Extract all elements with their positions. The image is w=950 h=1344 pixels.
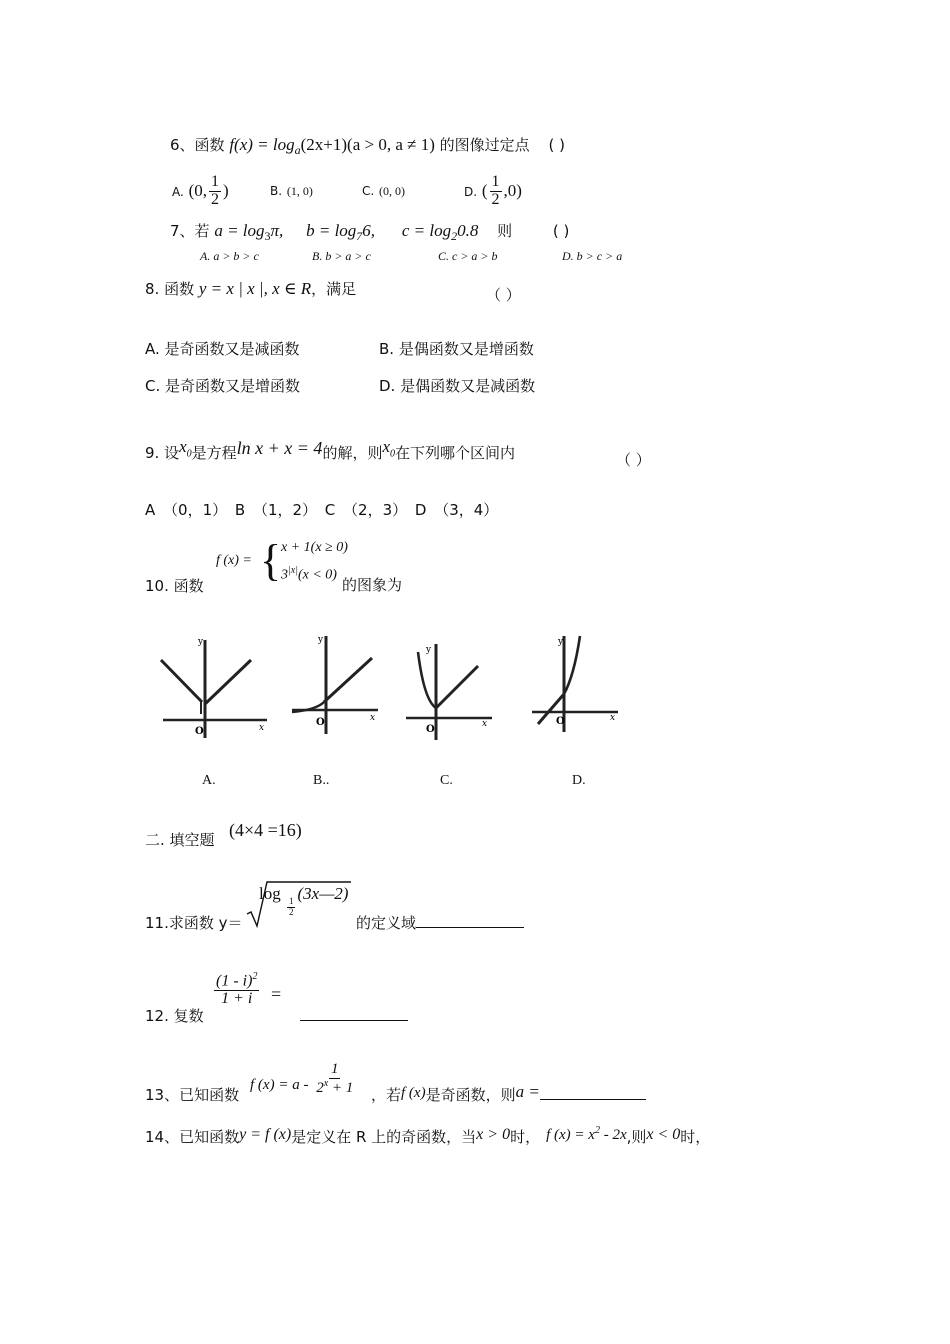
q12-answer-blank-wrap (300, 1006, 408, 1025)
q6-d-post: ,0) (503, 180, 522, 200)
q12-frac (214, 972, 259, 1008)
q14-mid3: ,则 (626, 1128, 647, 1146)
q11-arg: (3x—2) (297, 884, 349, 903)
q6-suffix: 的图像过定点 (439, 136, 530, 154)
q6-option-c (362, 181, 405, 199)
q9-line (145, 437, 516, 465)
graph-d-caption: D. (572, 773, 586, 788)
q11-prefix: 11.求函数 y＝ (145, 914, 243, 932)
q10-case2 (281, 565, 337, 584)
q6-c-label: C. (362, 184, 375, 198)
q10-suffix: 的图象为 (342, 576, 403, 594)
q9-paren: （ ） (616, 451, 651, 469)
q7-b-group (306, 221, 376, 243)
q6-d-num: 1 (491, 173, 500, 190)
q13-answer-blank[interactable] (540, 1085, 646, 1100)
q14-cond2: x < 0 (646, 1126, 681, 1143)
q7-option-b: B. b > a > c (312, 249, 371, 263)
q11-base-den: 2 (288, 906, 294, 917)
q9-x0-a-var: x (179, 437, 187, 456)
q12-den: 1 + i (221, 990, 253, 1008)
graph-b-x-label: x (370, 713, 376, 723)
q7-option-d: D. b > c > a (562, 249, 623, 263)
q10-number: 10. 函数 (145, 577, 204, 595)
q13-den (314, 1079, 355, 1097)
graph-d-origin-label: O (556, 716, 565, 727)
graph-b (286, 630, 386, 740)
q9-equation: ln x + x = 4 (236, 438, 323, 458)
q7-c-base: 2 (451, 229, 458, 243)
q9-mid2: 的解，则 (322, 444, 383, 462)
graph-d-x-label: x (610, 713, 616, 723)
q11-log: log (259, 884, 281, 903)
q10-case2-rest: (x < 0) (297, 567, 337, 583)
q6-c-value: (0, 0) (378, 184, 405, 198)
graph-c-left-curve (418, 652, 436, 708)
graph-d (528, 632, 624, 736)
q12-fraction (212, 972, 261, 1008)
q12-prefix: 12. 复数 (145, 1007, 204, 1025)
q8-number: 8. 函数 (145, 280, 195, 298)
q11-base-frac (287, 897, 296, 917)
q7-c-arg: 0.8 (457, 221, 479, 240)
q6-expr2: (2x+1)(a > 0, a ≠ 1) (300, 135, 435, 154)
graph-a-x-label: x (259, 723, 265, 733)
graph-d-right-curve (564, 636, 580, 694)
q14-fx-base: f (x) = x (546, 1127, 595, 1143)
q6-d-den: 2 (491, 190, 500, 208)
q7-c-group (401, 221, 479, 243)
q6-d-frac (490, 174, 502, 209)
q6-a-frac (209, 174, 221, 209)
q8-paren: （ ） (486, 286, 521, 304)
q11-expression (259, 884, 349, 917)
graph-b-y-label: y (318, 635, 324, 645)
q12-answer-blank[interactable] (300, 1006, 408, 1021)
q13-a-eq: a = (515, 1082, 540, 1101)
graph-a-left-branch (161, 660, 202, 702)
q9-x0-b-var: x (382, 437, 390, 456)
q7-line (170, 220, 569, 244)
q6-d-pre: ( (481, 180, 488, 200)
q6-base: a (294, 143, 301, 157)
q8-option-c: C. 是奇函数又是增函数 (145, 377, 301, 395)
q6-a-post: ) (223, 180, 229, 200)
q6-line (170, 134, 565, 158)
q14-prefix: 14、已知函数 (145, 1128, 240, 1146)
q14-fx-rest: - 2x (599, 1127, 627, 1143)
q7-option-c: C. c > a > b (438, 249, 498, 263)
q13-prefix: 13、已知函数 (145, 1086, 240, 1104)
q6-option-a (172, 174, 229, 209)
q7-a-arg: π, (270, 221, 284, 240)
graph-a-y-label: y (198, 637, 204, 647)
q12-num-exp: 2 (252, 971, 258, 982)
q7-c-expr: c = log (401, 221, 452, 240)
section2-title: 二. 填空题 (145, 831, 215, 849)
q11-suffix-text: 的定义域 (356, 914, 417, 932)
q14-mid2: 时， (510, 1128, 541, 1146)
section2-score: (4×4 =16) (229, 820, 302, 840)
q13-mid2: 是奇函数，则 (425, 1086, 516, 1104)
q9-x0-a (179, 437, 192, 460)
q9-x0-b-sub: 0 (390, 448, 395, 460)
q13-den-base: 2 (316, 1079, 324, 1096)
q13-fx2: f (x) (401, 1085, 426, 1101)
graph-c-x-label: x (482, 719, 488, 729)
q12-num (214, 972, 259, 991)
graph-a-origin-label: O (195, 726, 204, 737)
q14-mid: 是定义在 R 上的奇函数，当 (291, 1128, 477, 1146)
q6-option-d (464, 174, 522, 209)
q10-brace: { (260, 536, 282, 585)
q7-b-arg: 6, (362, 221, 376, 240)
q7-b-base: 7 (356, 229, 363, 243)
q14-fx (546, 1127, 627, 1143)
q7-a-base: 3 (264, 229, 271, 243)
q6-b-value: (1, 0) (286, 184, 313, 198)
q13-fx: f (x) = a - (250, 1076, 309, 1093)
graph-c-y-label: y (426, 645, 432, 655)
q13-rest (371, 1084, 646, 1105)
q14-end: 时， (680, 1128, 711, 1146)
graph-c-right-line (436, 666, 478, 708)
graph-c-caption: C. (440, 773, 453, 788)
q9-suffix: 在下列哪个区间内 (395, 444, 516, 462)
q11-suffix (356, 912, 524, 933)
q14-yfx: y = f (x) (239, 1126, 292, 1143)
q6-b-label: B. (270, 184, 283, 198)
q6-a-den: 2 (211, 190, 220, 208)
q6-d-label: D. (464, 184, 478, 199)
q13-num: 1 (330, 1061, 339, 1077)
q10-case2-base: 3 (281, 567, 288, 583)
q14-line (145, 1126, 710, 1147)
q13-den-exp: x (323, 1077, 329, 1089)
q10-case1: x + 1(x ≥ 0) (281, 540, 348, 555)
q6-a-pre: (0, (188, 180, 208, 200)
graph-a (155, 632, 275, 744)
graph-c-origin-label: O (426, 724, 435, 735)
q7-a-expr: a = log (214, 221, 265, 240)
q14-cond1: x > 0 (476, 1126, 511, 1143)
q7-then: 则 (497, 222, 513, 240)
q13-mid: ，若 (371, 1086, 402, 1104)
graph-a-right-branch (205, 660, 251, 704)
graph-d-y-label: y (558, 637, 564, 647)
q12-equals: = (271, 984, 282, 1004)
graph-b-right-line (324, 658, 372, 702)
graph-b-origin-label: O (316, 717, 325, 728)
q7-number: 7、若 (170, 222, 210, 240)
q9-options: A （0，1） B （1，2） C （2，3） D （3，4） (145, 501, 499, 519)
q9-x0-a-sub: 0 (186, 448, 192, 460)
q14-fx-exp: 2 (594, 1125, 600, 1136)
q9-mid: 是方程 (191, 444, 237, 462)
q9-number: 9. 设 (145, 444, 180, 462)
q6-a-label: A. (172, 184, 184, 199)
q10-fx: f (x) = (216, 553, 252, 568)
q13-den-rest: + 1 (328, 1079, 354, 1096)
q6-paren: ( ) (548, 136, 565, 154)
q7-b-expr: b = log (306, 221, 357, 240)
q6-a-num: 1 (211, 173, 220, 190)
q6-number: 6、函数 (170, 136, 225, 154)
q7-option-a: A. a > b > c (200, 249, 259, 263)
graph-c (402, 640, 498, 744)
q9-x0-b (382, 437, 395, 460)
q8-suffix: ，满足 (311, 280, 357, 298)
q6-expr: f(x) = log (229, 135, 295, 154)
q11-answer-blank[interactable] (416, 913, 524, 928)
q7-paren: ( ) (552, 222, 570, 240)
graph-a-caption: A. (202, 773, 216, 788)
q6-option-b (270, 181, 313, 199)
q8-option-a: A. 是奇函数又是减函数 (145, 340, 300, 358)
q8-option-d: D. 是偶函数又是减函数 (379, 377, 536, 395)
graph-b-caption: B.. (313, 773, 330, 788)
q10-case2-exp: |x| (288, 565, 298, 576)
q8-option-b: B. 是偶函数又是增函数 (379, 340, 534, 358)
q8-line (145, 278, 356, 299)
q13-formula (250, 1058, 357, 1096)
q12-num-base: (1 - i) (216, 972, 253, 990)
q13-frac (314, 1062, 355, 1097)
q8-expr: y = x | x |, x ∈ R (198, 279, 312, 298)
q11-base-num: 1 (288, 896, 294, 907)
